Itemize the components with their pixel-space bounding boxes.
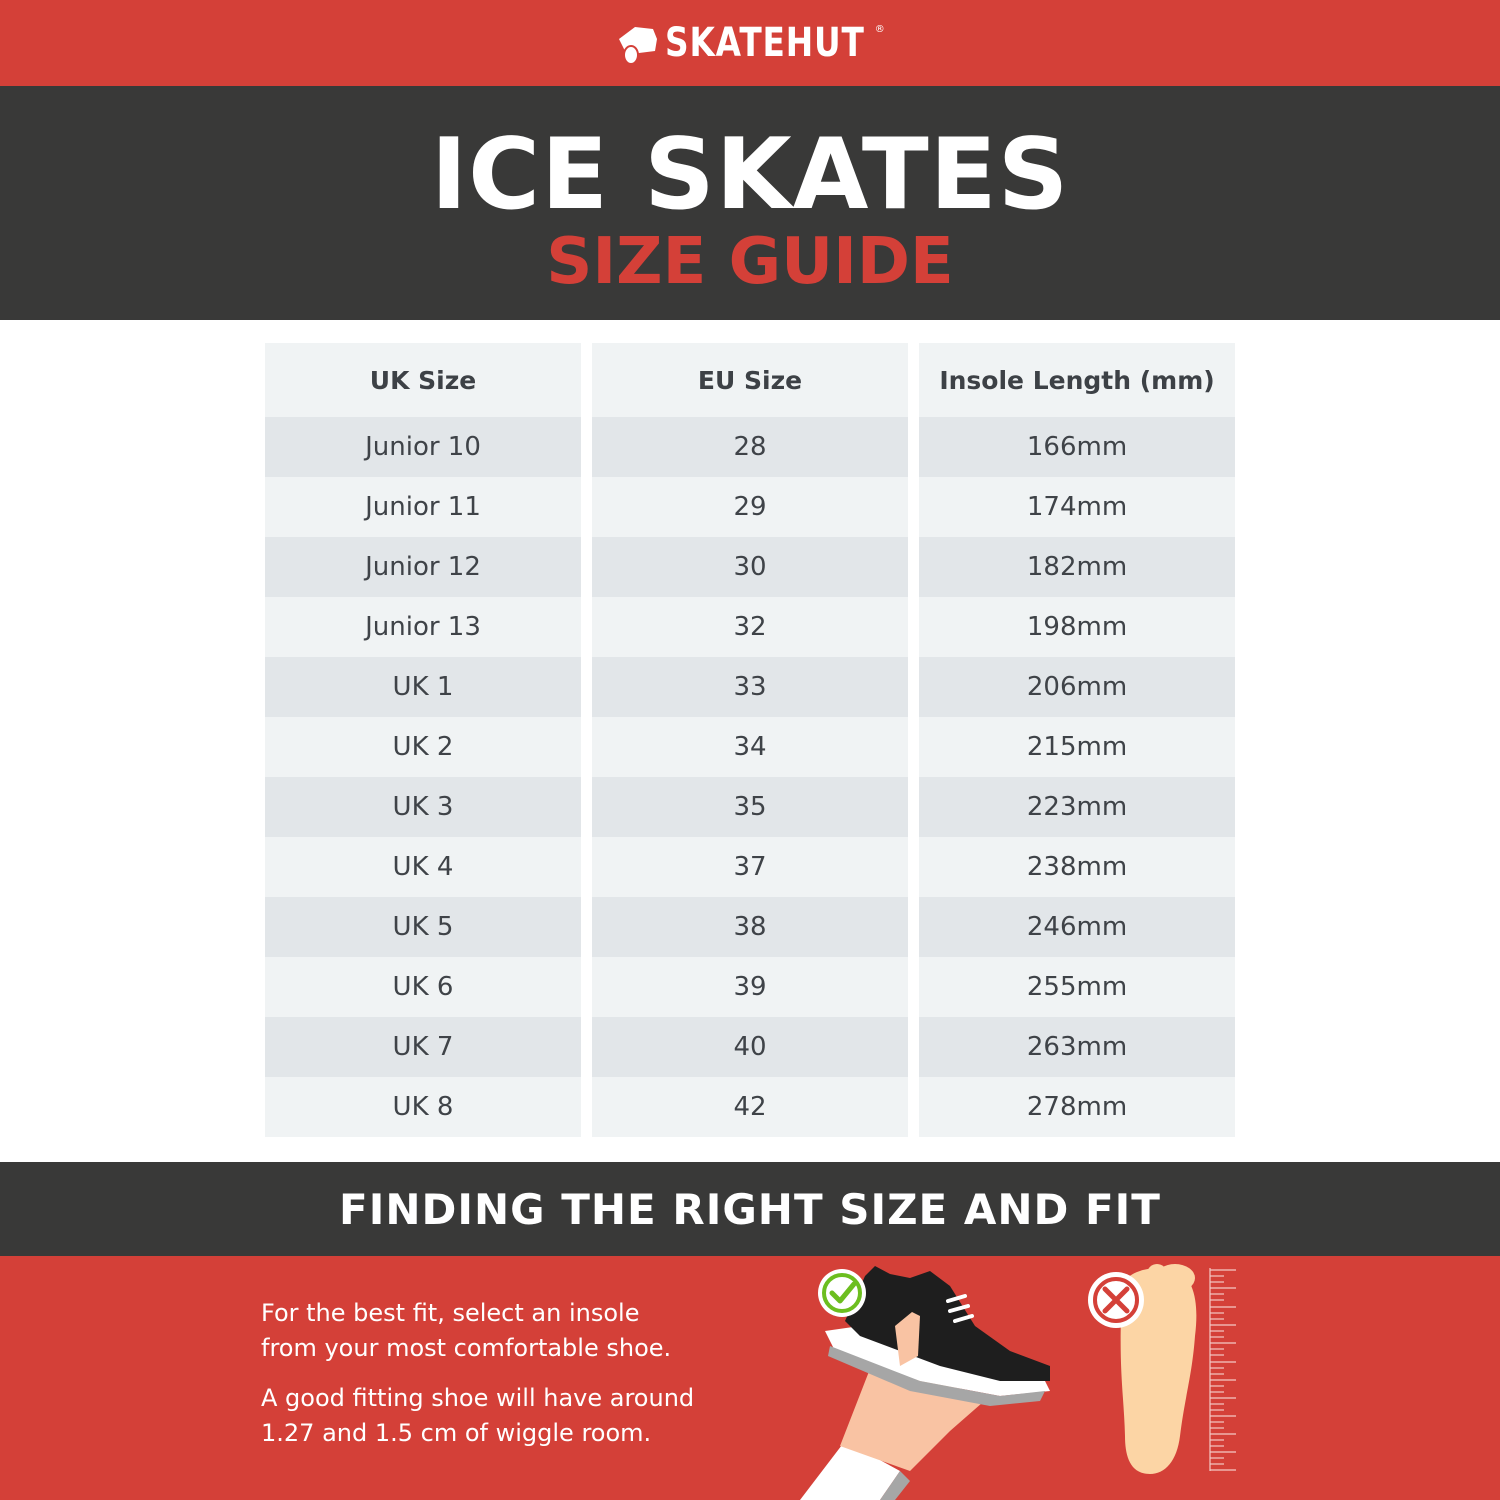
- hut-skate-icon: [615, 21, 659, 65]
- eu-size-cell: 40: [592, 1017, 908, 1077]
- insole-length-cell: 182mm: [919, 537, 1235, 597]
- page-subtitle: SIZE GUIDE: [546, 225, 954, 299]
- table-row: [265, 897, 1235, 957]
- fit-section-band: [0, 1162, 1500, 1256]
- eu-size-cell: 39: [592, 957, 908, 1017]
- tip-paragraph: [261, 1381, 781, 1451]
- uk-size-cell: Junior 13: [265, 597, 581, 657]
- insole-length-cell: 166mm: [919, 417, 1235, 477]
- fit-section-title: FINDING THE RIGHT SIZE AND FIT: [339, 1184, 1161, 1234]
- insole-length-cell: 215mm: [919, 717, 1235, 777]
- registered-mark: ®: [874, 23, 885, 35]
- uk-size-cell: UK 5: [265, 897, 581, 957]
- insole-length-cell: 206mm: [919, 657, 1235, 717]
- tip-line: 1.27 and 1.5 cm of wiggle room.: [261, 1419, 652, 1447]
- eu-size-cell: 38: [592, 897, 908, 957]
- column-header-uk-size: UK Size: [265, 343, 581, 417]
- table-row: [265, 477, 1235, 537]
- check-circle-icon: [818, 1269, 866, 1317]
- eu-size-cell: 30: [592, 537, 908, 597]
- x-circle-icon: [1088, 1272, 1144, 1328]
- eu-size-cell: 33: [592, 657, 908, 717]
- insole-length-cell: 238mm: [919, 837, 1235, 897]
- ruler-icon: [1210, 1268, 1236, 1471]
- eu-size-cell: 32: [592, 597, 908, 657]
- title-band: [0, 86, 1500, 320]
- table-row: [265, 777, 1235, 837]
- uk-size-cell: UK 6: [265, 957, 581, 1017]
- uk-size-cell: UK 8: [265, 1077, 581, 1137]
- table-row: [265, 837, 1235, 897]
- eu-size-cell: 28: [592, 417, 908, 477]
- table-row: [265, 597, 1235, 657]
- table-header-row: [265, 343, 1235, 417]
- table-row: [265, 717, 1235, 777]
- column-header-eu-size: EU Size: [592, 343, 908, 417]
- table-row: [265, 417, 1235, 477]
- eu-size-cell: 29: [592, 477, 908, 537]
- column-header-insole-length: Insole Length (mm): [919, 343, 1235, 417]
- fit-tips-text: [261, 1296, 781, 1466]
- tip-line: from your most comfortable shoe.: [261, 1334, 672, 1362]
- fit-tips-section: [0, 1256, 1500, 1500]
- uk-size-cell: UK 4: [265, 837, 581, 897]
- uk-size-cell: Junior 11: [265, 477, 581, 537]
- insole-length-cell: 263mm: [919, 1017, 1235, 1077]
- table-row: [265, 1017, 1235, 1077]
- size-table: [265, 343, 1235, 1137]
- uk-size-cell: UK 7: [265, 1017, 581, 1077]
- eu-size-cell: 35: [592, 777, 908, 837]
- brand-name: SKATEHUT: [665, 20, 865, 66]
- table-row: [265, 537, 1235, 597]
- eu-size-cell: 37: [592, 837, 908, 897]
- uk-size-cell: Junior 10: [265, 417, 581, 477]
- tip-paragraph: [261, 1296, 781, 1366]
- table-row: [265, 957, 1235, 1017]
- tip-line: A good fitting shoe will have around: [261, 1384, 695, 1412]
- uk-size-cell: UK 3: [265, 777, 581, 837]
- insole-length-cell: 223mm: [919, 777, 1235, 837]
- fit-illustration: [800, 1256, 1260, 1500]
- uk-size-cell: UK 2: [265, 717, 581, 777]
- uk-size-cell: UK 1: [265, 657, 581, 717]
- insole-length-cell: 198mm: [919, 597, 1235, 657]
- insole-length-cell: 174mm: [919, 477, 1235, 537]
- insole-length-cell: 246mm: [919, 897, 1235, 957]
- insole-length-cell: 278mm: [919, 1077, 1235, 1137]
- table-row: [265, 657, 1235, 717]
- uk-size-cell: Junior 12: [265, 537, 581, 597]
- skatehut-logo: [615, 20, 885, 66]
- tip-line: For the best fit, select an insole: [261, 1299, 640, 1327]
- insole-length-cell: 255mm: [919, 957, 1235, 1017]
- brand-bar: [0, 0, 1500, 86]
- table-row: [265, 1077, 1235, 1137]
- eu-size-cell: 42: [592, 1077, 908, 1137]
- eu-size-cell: 34: [592, 717, 908, 777]
- page-title: ICE SKATES: [430, 118, 1070, 232]
